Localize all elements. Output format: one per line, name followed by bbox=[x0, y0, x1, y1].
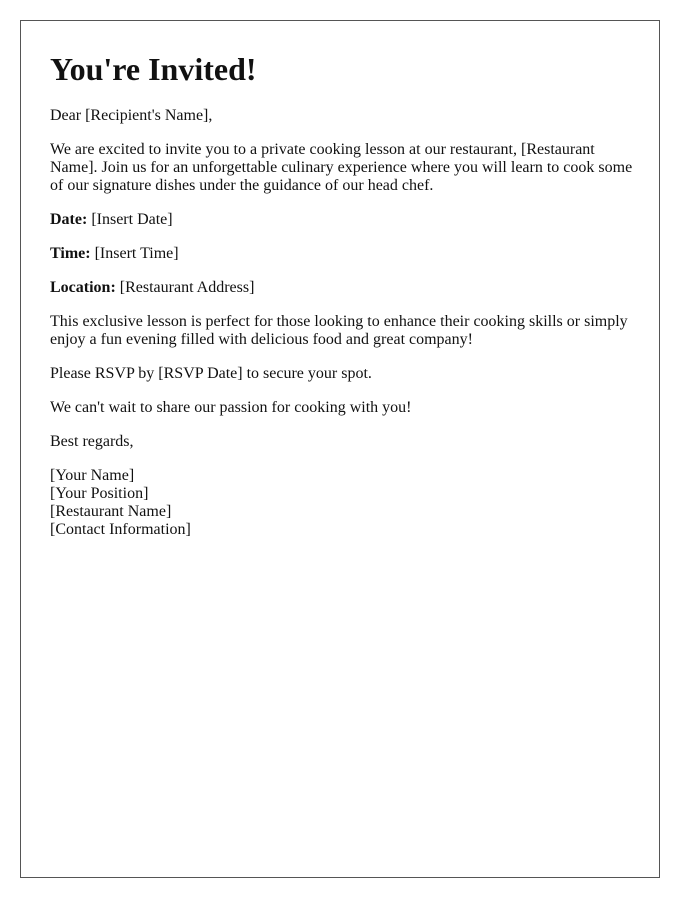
letter-heading: You're Invited! bbox=[50, 51, 257, 87]
signature-block bbox=[50, 467, 640, 539]
time-line bbox=[50, 245, 640, 263]
lesson-paragraph: This exclusive lesson is perfect for those looking to enhance their cooking skills or simply enjoy a fun evening filled with delicious food and great company! bbox=[50, 313, 628, 348]
signature-name: [Your Name] bbox=[50, 467, 135, 484]
intro-paragraph: We are excited to invite you to a private cooking lesson at our restaurant, [Restaurant Name]. Join us for an unforgettable culinary experience where you will learn to cook some of our signature dishes under the guidance of our head chef. bbox=[50, 141, 633, 194]
date-value: [Insert Date] bbox=[91, 211, 173, 228]
signature-position: [Your Position] bbox=[50, 485, 149, 502]
location-line bbox=[50, 279, 640, 297]
date-line bbox=[50, 211, 640, 229]
location-label: Location: bbox=[50, 279, 116, 296]
greeting-line: Dear [Recipient's Name], bbox=[50, 107, 213, 124]
signature-restaurant: [Restaurant Name] bbox=[50, 503, 172, 520]
letter-content bbox=[50, 51, 640, 539]
regards-line: Best regards, bbox=[50, 433, 134, 450]
rsvp-paragraph: Please RSVP by [RSVP Date] to secure your spot. bbox=[50, 365, 372, 382]
time-label: Time: bbox=[50, 245, 91, 262]
closing-paragraph: We can't wait to share our passion for cooking with you! bbox=[50, 399, 412, 416]
time-value: [Insert Time] bbox=[94, 245, 179, 262]
date-label: Date: bbox=[50, 211, 88, 228]
location-value: [Restaurant Address] bbox=[119, 279, 255, 296]
signature-contact: [Contact Information] bbox=[50, 521, 191, 538]
invitation-letter bbox=[20, 20, 660, 878]
